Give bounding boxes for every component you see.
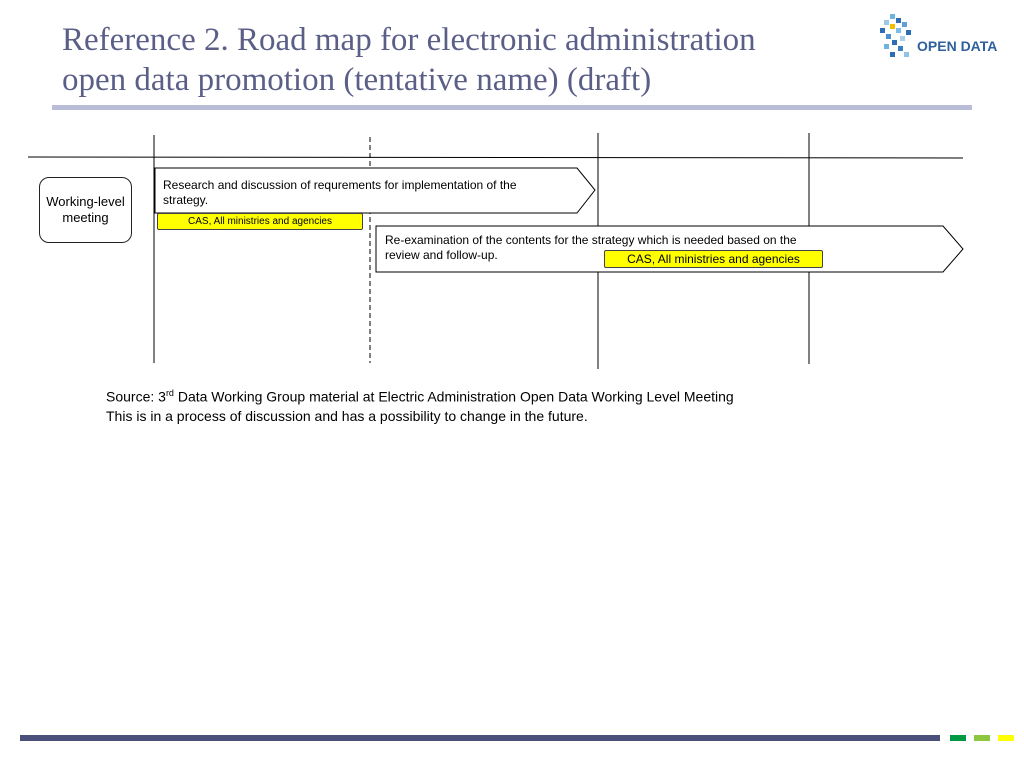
task-1-line1: Research and discussion of requrements for implementation of the [163, 178, 517, 192]
source-line [106, 384, 734, 407]
actor-label-line1: Working-level [46, 194, 125, 209]
task-2-owner-tag: CAS, All ministries and agencies [604, 250, 823, 268]
actor-label-line2: meeting [62, 210, 109, 225]
source-note [106, 384, 734, 426]
task-2-line2: review and follow-up. [385, 248, 498, 262]
source-prefix: Source: 3 [106, 388, 166, 405]
task-2-line1: Re-examination of the contents for the strategy which is needed based on the [385, 233, 797, 247]
disclaimer-line: This is in a process of discussion and has a possibility to change in the future. [106, 407, 588, 424]
page-title-line2: open data promotion (tentative name) (draft) [62, 62, 652, 98]
task-1-description [163, 178, 593, 208]
footer-bar [20, 735, 940, 741]
timeline-axis [28, 157, 963, 158]
task-1-owner-tag: CAS, All ministries and agencies [157, 213, 363, 230]
page-title-line1: Reference 2. Road map for electronic administration [62, 22, 756, 58]
footer-square-green [950, 735, 966, 741]
source-rest: Data Working Group material at Electric Administration Open Data Working Level Meeting [173, 388, 734, 405]
working-level-meeting-box [39, 177, 132, 243]
footer-square-lightgreen [974, 735, 990, 741]
source-ordinal: rd [165, 388, 174, 398]
logo-text: OPEN DATA [917, 38, 998, 54]
footer-square-yellow [998, 735, 1014, 741]
task-1-line2: strategy. [163, 193, 209, 207]
